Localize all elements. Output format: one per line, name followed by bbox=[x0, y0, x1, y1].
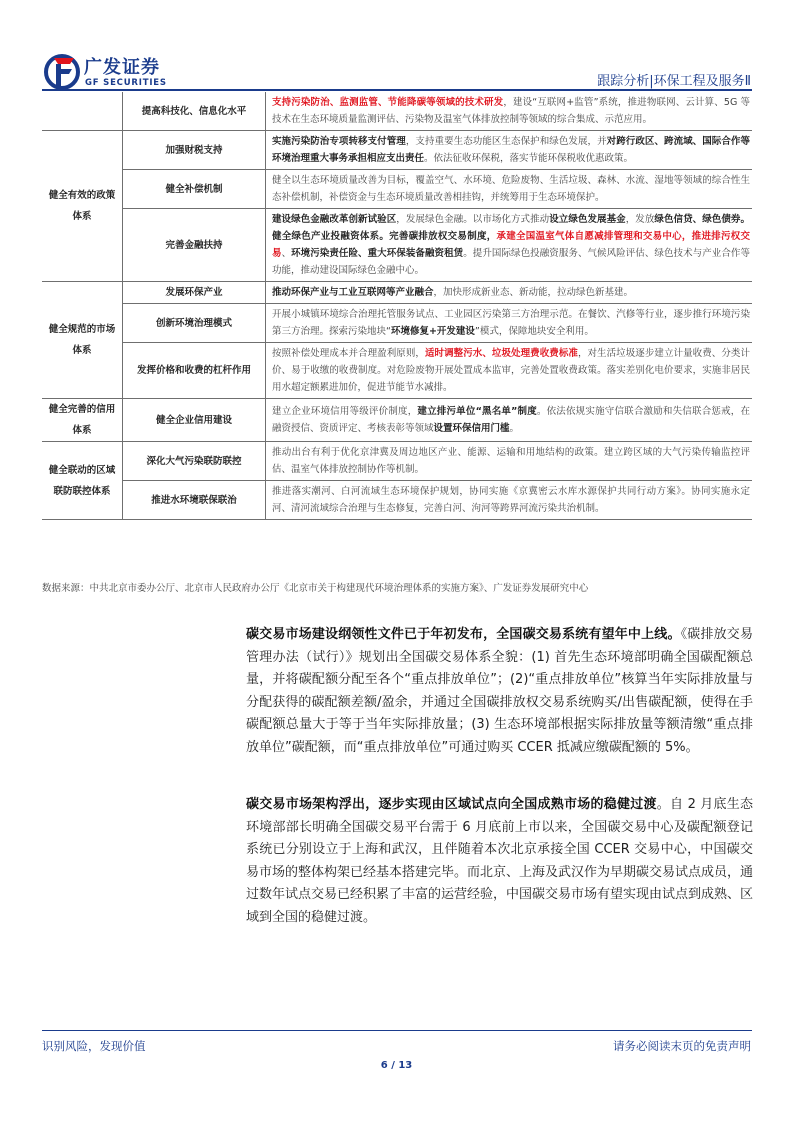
description-text-run: 推动环保产业与工业互联网等产业融合 bbox=[272, 287, 434, 298]
description-text-run: ，加快形成新业态、新动能，拉动绿色新基建。 bbox=[433, 287, 634, 298]
table-row bbox=[42, 170, 752, 209]
description-text-run: ，对生活垃圾逐步建立计量收费、分类计价、易于收缴的收费制度。对危险废物开展处置成本监审，完善处置收费政策。落实差别化电价要求，实施非居民用水超定额累进加价，促进节能节水减排。 bbox=[272, 348, 750, 393]
description-text-run: 对跨行政区、跨流域、国际合作等环境治理重大事务承担相应支出责任 bbox=[272, 136, 750, 164]
description-text-run: 适时调整污水、垃圾处理费收费标准 bbox=[424, 348, 578, 359]
description-text-run: 支持污染防治、监测监管、节能降碳等领域的技术研发 bbox=[272, 97, 504, 108]
description-text-run: 建立排污单位“黑名单”制度 bbox=[417, 406, 537, 417]
table-description-cell bbox=[266, 92, 753, 131]
description-text-run: ，支持重要生态功能区生态保护和绿色发展，并 bbox=[405, 136, 607, 147]
table-description-cell bbox=[266, 209, 753, 282]
page-number: 6 / 13 bbox=[380, 1060, 413, 1071]
table-subcategory-cell: 发挥价格和收费的杠杆作用 bbox=[123, 343, 266, 399]
table-row bbox=[42, 343, 752, 399]
description-text-run: 开展小城镇环境综合治理托管服务试点、工业园区污染第三方治理示范。在餐饮、汽修等行业，逐步推行环境污染第三方治理。探索污染地块“ bbox=[272, 309, 750, 337]
table-row bbox=[42, 92, 752, 131]
table-subcategory-cell: 完善金融扶持 bbox=[123, 209, 266, 282]
table-row bbox=[42, 304, 752, 343]
table-description-cell bbox=[266, 481, 753, 520]
brand-name-en: GF SECURITIES bbox=[85, 78, 167, 88]
description-text-run: 绿色信贷、绿色债券。健全绿色产业投融资体系。完善碳排放权交易制度， bbox=[272, 214, 750, 242]
table-row bbox=[42, 442, 752, 481]
description-text-run: 按照补偿处理成本并合理盈利原则， bbox=[272, 348, 425, 359]
paragraph-lead: 碳交易市场建设纲领性文件已于年初发布，全国碳交易系统有望年中上线。 bbox=[246, 627, 681, 642]
description-text-run: 环境污染责任险、重大环保装备融资租赁 bbox=[291, 248, 464, 259]
table-description-cell bbox=[266, 442, 753, 481]
table-subcategory-cell: 创新环境治理模式 bbox=[123, 304, 266, 343]
table-category-cell: 健全联动的区域联防联控体系 bbox=[42, 442, 123, 520]
paragraph-body: 。自 2 月底生态环境部部长明确全国碳交易平台需于 6 月底前上市以来，全国碳交易中心及碳配额登记系统已分别设立于上海和武汉，且伴随着本次北京承接全国 CCER 交易中心，中国碳交易市场的整体构架已经基本搭建完毕。而北京、上海及武汉作为早期碳交易试点成员，通过数年试点交易已经积累了丰富的运营经验，中国碳交易市场有望实现由试点到成熟、区域到全国的稳健过渡。 bbox=[246, 797, 754, 925]
description-text-run: ，发放 bbox=[625, 214, 655, 225]
body-paragraph bbox=[246, 794, 753, 929]
table-row bbox=[42, 209, 752, 282]
header-title: 跟踪分析|环保工程及服务Ⅱ bbox=[597, 74, 751, 89]
table-description-cell bbox=[266, 399, 753, 442]
paragraph-lead: 碳交易市场架构浮出，逐步实现由区域试点向全国成熟市场的稳健过渡 bbox=[246, 797, 657, 812]
table-subcategory-cell: 发展环保产业 bbox=[123, 282, 266, 304]
table-subcategory-cell: 提高科技化、信息化水平 bbox=[123, 92, 266, 131]
gf-logo-icon bbox=[44, 52, 80, 92]
table-row bbox=[42, 282, 752, 304]
paragraph-body: 《碳排放交易管理办法（试行）》规划出全国碳交易体系全貌：(1) 首先生态环境部明确全国碳配额总量，并将碳配额分配至各个“重点排放单位”；(2)“重点排放单位”核算当年实际排放量与分配获得的碳配额差额/盈余，并通过全国碳排放权交易系统购买/出售碳配额，使得在手碳配额总量大于等于当年实际排放量；(3) 生态环境部根据实际排放量等额清缴“重点排放单位”碳配额，而“重点排放单位”可通过购买 CCER 抵减应缴碳配额的 5%。 bbox=[246, 627, 753, 755]
table-description-cell bbox=[266, 282, 753, 304]
table-category-cell bbox=[42, 92, 123, 131]
footer-disclaimer-link: 请务必阅读末页的免责声明 bbox=[613, 1039, 751, 1053]
description-text-run: 。依法征收环保税，落实节能环保税收优惠政策。 bbox=[424, 153, 634, 164]
description-text-run: 设置环保信用门槛 bbox=[433, 423, 510, 434]
table-description-cell bbox=[266, 131, 753, 170]
description-text-run: 。提升国际绿色投融资服务、气候风险评估、绿色技术与产业合作等功能，推动建设国际绿色金融中心。 bbox=[272, 248, 750, 276]
description-text-run: 承建全国温室气体自愿减排管理和交易中心，推进排污权交易 bbox=[272, 231, 750, 259]
table-category-cell: 健全完善的信用体系 bbox=[42, 399, 123, 442]
header-divider bbox=[42, 89, 752, 91]
description-text-run: 。 bbox=[509, 423, 520, 434]
description-text-run: 健全以生态环境质量改善为目标，覆盖空气、水环境、危险废物、生活垃圾、森林、水流、湿地等领域的综合性生态补偿机制，补偿资金与生态环境质量改善相挂钩，并统筹用于生态环境保护。 bbox=[272, 175, 750, 203]
table-subcategory-cell: 加强财税支持 bbox=[123, 131, 266, 170]
footer-divider bbox=[42, 1030, 752, 1031]
table-description-cell bbox=[266, 304, 753, 343]
table-subcategory-cell: 推进水环境联保联治 bbox=[123, 481, 266, 520]
table-description-cell bbox=[266, 343, 753, 399]
description-text-run: 推动出台有利于优化京津冀及周边地区产业、能源、运输和用地结构的政策。建立跨区域的大气污染传输监控评估、温室气体排放控制协作等机制。 bbox=[272, 447, 750, 475]
description-text-run: 建立企业环境信用等级评价制度， bbox=[272, 406, 418, 417]
description-text-run: ”模式，保障地块安全利用。 bbox=[474, 326, 594, 337]
table-category-cell: 健全规范的市场体系 bbox=[42, 282, 123, 399]
policy-table bbox=[42, 92, 752, 520]
description-text-run: 设立绿色发展基金 bbox=[549, 214, 626, 225]
description-text-run: 、 bbox=[281, 248, 292, 259]
table-subcategory-cell: 健全补偿机制 bbox=[123, 170, 266, 209]
footer-slogan: 识别风险，发现价值 bbox=[42, 1039, 146, 1053]
description-text-run: 推进落实潮河、白河流域生态环境保护规划，协同实施《京冀密云水库水源保护共同行动方案》。协同实施永定河、清河流域综合治理与生态修复，完善白河、泃河等跨界河流污染共治机制。 bbox=[272, 486, 750, 514]
description-text-run: 建设绿色金融改革创新试验区 bbox=[272, 214, 397, 225]
table-row bbox=[42, 481, 752, 520]
table-description-cell bbox=[266, 170, 753, 209]
source-note: 数据来源：中共北京市委办公厅、北京市人民政府办公厅《北京市关于构建现代环境治理体系的实施方案》、广发证券发展研究中心 bbox=[42, 583, 589, 594]
brand-name-cn: 广发证券 bbox=[84, 57, 160, 78]
description-text-run: 环境修复+开发建设 bbox=[390, 326, 475, 337]
description-text-run: ，发展绿色金融。以市场化方式推动 bbox=[396, 214, 550, 225]
description-text-run: 。依法依规实施守信联合激励和失信联合惩戒，在融资授信、资质评定、考核表彰等领域 bbox=[272, 406, 750, 434]
table-row bbox=[42, 131, 752, 170]
table-subcategory-cell: 健全企业信用建设 bbox=[123, 399, 266, 442]
description-text-run: 实施污染防治专项转移支付管理 bbox=[272, 136, 406, 147]
description-text-run: ，建设“互联网+监管”系统，推进物联网、云计算、5G 等技术在生态环境质量监测评估、污染物及温室气体排放控制等领域的综合集成、示范应用。 bbox=[272, 97, 750, 125]
table-subcategory-cell: 深化大气污染联防联控 bbox=[123, 442, 266, 481]
table-row bbox=[42, 399, 752, 442]
body-paragraph bbox=[246, 624, 753, 759]
table-category-cell: 健全有效的政策体系 bbox=[42, 131, 123, 282]
